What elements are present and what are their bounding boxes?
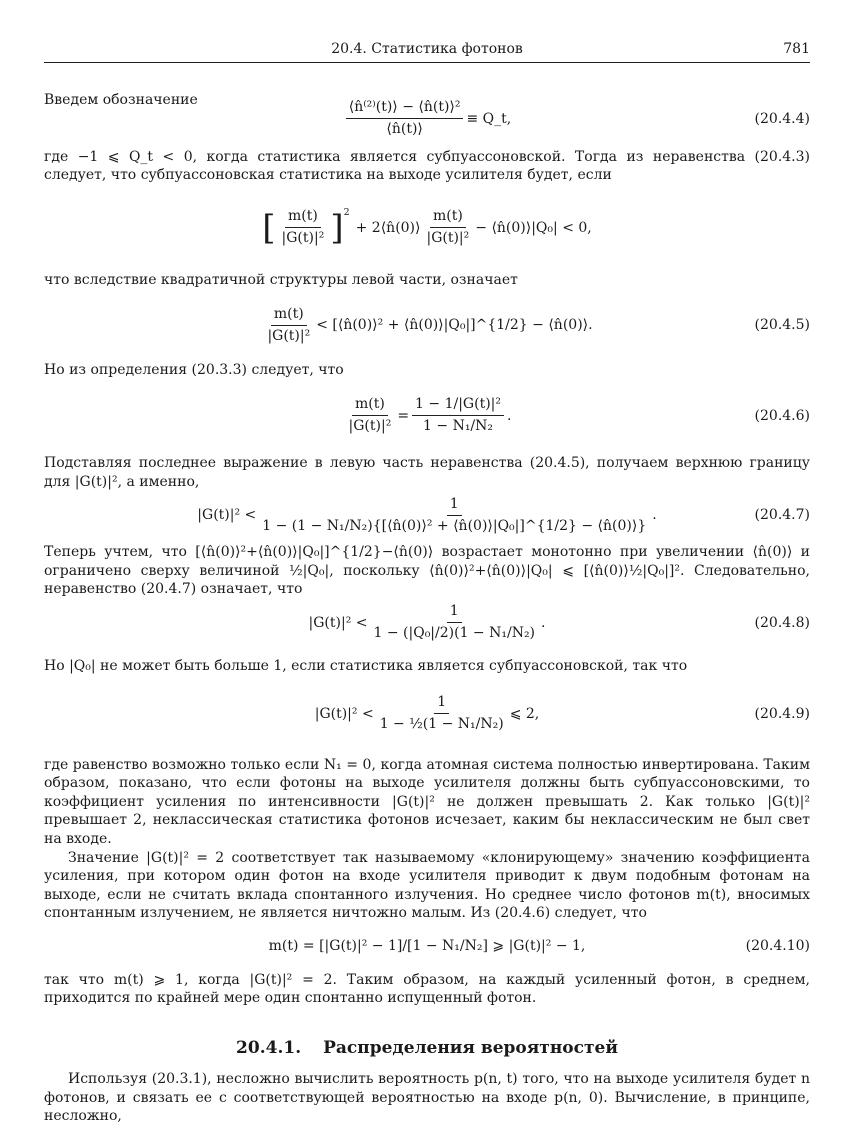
eq2-tail: − ⟨n̂(0)⟩|Q₀| < 0, — [475, 219, 592, 236]
eq3-label: (20.4.5) — [754, 317, 810, 334]
eq4-left-numerator: m(t) — [352, 396, 388, 416]
eq1-denominator: ⟨n̂(t)⟩ — [386, 121, 423, 138]
paragraph-10: так что m(t) ⩾ 1, когда |G(t)|² = 2. Таким образом, на каждый усиленный фотон, в среднем, приходится по крайней мере один спонтанно испущенный фотон. — [44, 971, 810, 1007]
equation-20-4-8 — [44, 599, 810, 647]
paragraph-5: Подставляя последнее выражение в левую часть неравенства (20.4.5), получаем верхнюю границу для |G(t)|², а именно, — [44, 454, 810, 490]
eq7-rhs: ⩽ 2, — [509, 705, 540, 722]
eq3-fraction — [264, 306, 313, 345]
paragraph-11: Используя (20.3.1), несложно вычислить вероятность p(n, t) того, что на выходе усилителя будет n фотонов, и связать ее с соответствующей вероятностью на входе p(n, 0). Вычисление, в принципе, несложно, — [44, 1071, 810, 1125]
eq4-left-denominator: |G(t)|² — [348, 418, 392, 435]
eq2-left-bracket: [ — [262, 207, 276, 248]
eq3-denominator: |G(t)|² — [267, 327, 311, 344]
eq6-denominator: 1 − (|Q₀|/2)(1 − N₁/N₂) — [373, 625, 536, 642]
equation-20-4-5 — [44, 297, 810, 353]
eq7-label: (20.4.9) — [754, 705, 810, 722]
eq1-fraction — [346, 99, 464, 138]
eq2-b-denominator: |G(t)|² — [426, 230, 470, 247]
eq6-period: . — [541, 614, 546, 631]
paragraph-3: что вследствие квадратичной структуры левой части, означает — [44, 271, 518, 288]
eq8-label: (20.4.10) — [745, 937, 810, 954]
eq2-square: 2 — [343, 207, 350, 219]
paragraph-7: Но |Q₀| не может быть больше 1, если статистика является субпуассоновской, так что — [44, 657, 688, 674]
eq4-left-fraction — [346, 396, 395, 435]
eq1-numerator: ⟨n̂⁽²⁾(t)⟩ − ⟨n̂(t)⟩² — [346, 99, 464, 119]
eq1-label: (20.4.4) — [754, 110, 810, 127]
eq4-right-numerator: 1 − 1/|G(t)|² — [412, 396, 504, 416]
paragraph-6: Теперь учтем, что [⟨n̂(0)⟩²+⟨n̂(0)⟩|Q₀|]^{1/2}−⟨n̂(0)⟩ возрастает монотонно при увеличении ⟨n̂(0)⟩ и ограничено сверху величиной ½|Q₀|, поскольку ⟨n̂(0)⟩²+⟨n̂(0)⟩|Q₀| ⩽ [⟨n̂(0)⟩½|Q₀|]². Следовательно, неравенство (20.4.7) означает, что — [44, 544, 810, 598]
eq5-period: . — [652, 507, 657, 524]
eq2-right-bracket: ] — [330, 207, 344, 248]
eq5-lhs: |G(t)|² < — [197, 507, 257, 524]
eq7-lhs: |G(t)|² < — [314, 705, 374, 722]
eq2-middle: + 2⟨n̂(0)⟩ — [355, 219, 421, 236]
eq7-numerator: 1 — [434, 694, 449, 714]
eq2-fraction-b — [423, 208, 472, 247]
eq2-fraction-a — [279, 208, 328, 247]
eq4-right-fraction — [412, 396, 504, 435]
paragraph-9: Значение |G(t)|² = 2 соответствует так называемому «клонирующему» значению коэффициента усиления, при котором один фотон на входе усилителя приводит к двум подобным фотонам на выходе, если не считать вклада спонтанного излучения. Но среднее число фотонов m(t), вносимых спонтанным излучением, не является ничтожно малым. Из (20.4.6) следует, что — [44, 849, 810, 922]
eq4-label: (20.4.6) — [754, 407, 810, 424]
eq6-label: (20.4.8) — [754, 614, 810, 631]
eq5-fraction — [259, 496, 649, 535]
eq6-numerator: 1 — [447, 603, 462, 623]
paragraph-2: где −1 ⩽ Q_t < 0, когда статистика является субпуассоновской. Тогда из неравенства (20.4.3) следует, что субпуассоновская статистика на выходе усилителя будет, если — [44, 148, 810, 184]
eq7-fraction — [377, 694, 507, 733]
equation-20-4-10 — [44, 929, 810, 963]
eq6-fraction — [371, 603, 539, 642]
section-heading — [44, 1038, 810, 1058]
eq5-numerator: 1 — [447, 496, 462, 516]
eq7-denominator: 1 − ½(1 − N₁/N₂) — [379, 716, 504, 733]
eq2-a-denominator: |G(t)|² — [281, 230, 325, 247]
eq2-b-numerator: m(t) — [430, 208, 466, 228]
eq4-right-denominator: 1 − N₁/N₂ — [423, 418, 494, 435]
eq3-rhs: < [⟨n̂(0)⟩² + ⟨n̂(0)⟩|Q₀|]^{1/2} − ⟨n̂(0)⟩. — [316, 317, 593, 334]
eq5-label: (20.4.7) — [754, 507, 810, 524]
paragraph-4: Но из определения (20.3.3) следует, что — [44, 362, 344, 379]
equation-20-4-6 — [44, 388, 810, 444]
equation-20-4-9 — [44, 684, 810, 744]
paragraph-1: Введем обозначение — [44, 92, 198, 108]
running-head-title: 20.4. Статистика фотонов — [331, 41, 523, 57]
eq6-lhs: |G(t)|² < — [308, 614, 368, 631]
eq4-period: . — [507, 407, 512, 424]
section-title: Распределения вероятностей — [323, 1038, 618, 1059]
equation-unnumbered-1 — [44, 197, 810, 259]
equation-20-4-7 — [44, 491, 810, 539]
eq4-equals: = — [397, 407, 410, 424]
eq2-a-numerator: m(t) — [285, 208, 321, 228]
eq8-expression: m(t) = [|G(t)|² − 1]/[1 − N₁/N₂] ⩾ |G(t)|² − 1, — [268, 937, 586, 954]
eq1-rhs: ≡ Q_t, — [466, 110, 512, 127]
running-head — [44, 38, 810, 63]
section-number: 20.4.1. — [236, 1038, 302, 1059]
eq3-numerator: m(t) — [271, 306, 307, 326]
equation-20-4-4 — [44, 96, 810, 142]
eq5-denominator: 1 − (1 − N₁/N₂){[⟨n̂(0)⟩² + ⟨n̂(0)⟩|Q₀|]^{1/2} − ⟨n̂(0)⟩} — [262, 517, 647, 534]
paragraph-8: где равенство возможно только если N₁ = 0, когда атомная система полностью инвертирована. Таким образом, показано, что если фотоны на выходе усилителя должны быть субпуассоновскими, то коэффициент усиления по интенсивности |G(t)|² не должен превышать 2. Как только |G(t)|² превышает 2, неклассическая статистика фотонов исчезает, каким бы неклассическим не был свет на входе. — [44, 756, 810, 847]
page-number: 781 — [783, 41, 810, 57]
page — [44, 38, 810, 1126]
